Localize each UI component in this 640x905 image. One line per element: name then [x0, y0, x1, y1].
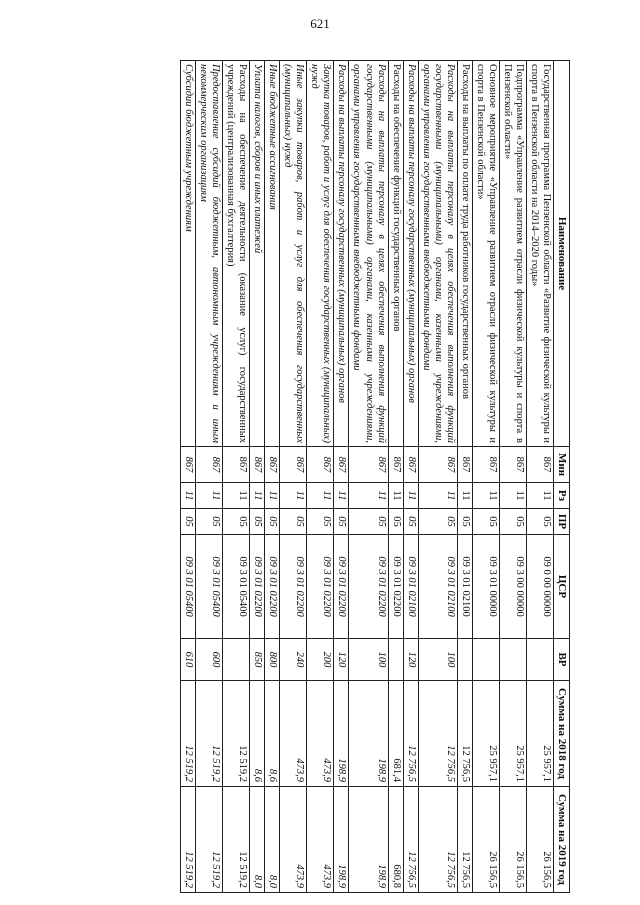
- cell-sum-2018: 25 957,1: [500, 681, 527, 787]
- table-row: [388, 61, 403, 893]
- cell-vr: 120: [334, 639, 349, 681]
- header-name: Наименование: [554, 61, 570, 447]
- cell-rz: 11: [472, 483, 499, 509]
- cell-csr: 09 3 01 02100: [403, 535, 418, 639]
- cell-vr: 120: [403, 639, 418, 681]
- cell-csr: 09 3 01 02200: [349, 535, 388, 639]
- cell-min: 867: [500, 447, 527, 483]
- cell-rz: 11: [265, 483, 280, 509]
- cell-min: 867: [180, 447, 195, 483]
- cell-sum-2019: 12 519,2: [180, 787, 195, 893]
- cell-name: Субсидии бюджетным учреждениям: [180, 61, 195, 447]
- page-number: 621: [310, 16, 330, 31]
- cell-csr: 09 3 01 02200: [265, 535, 280, 639]
- cell-vr: [500, 639, 527, 681]
- cell-sum-2018: 12 756,5: [403, 681, 418, 787]
- cell-sum-2018: 198,9: [349, 681, 388, 787]
- cell-pr: 05: [457, 509, 472, 535]
- cell-pr: 05: [472, 509, 499, 535]
- cell-sum-2018: 12 519,2: [222, 681, 249, 787]
- cell-rz: 11: [500, 483, 527, 509]
- table-row: [349, 61, 388, 893]
- cell-sum-2018: 12 519,2: [180, 681, 195, 787]
- cell-pr: 05: [418, 509, 457, 535]
- cell-pr: 05: [222, 509, 249, 535]
- cell-vr: [388, 639, 403, 681]
- cell-csr: 09 3 01 02200: [249, 535, 264, 639]
- cell-pr: 05: [334, 509, 349, 535]
- cell-sum-2018: 8,6: [249, 681, 264, 787]
- cell-csr: 09 3 01 02100: [418, 535, 457, 639]
- cell-name: Расходы на выплаты персоналу в целях обеспечения выполнения функций государственными (муниципальными) органами, казенными учреждениями, органами управления государственными внебюджетными фондами: [418, 61, 457, 447]
- cell-sum-2019: 473,9: [307, 787, 334, 893]
- cell-csr: 09 0 00 00000: [527, 535, 554, 639]
- header-min: Мин: [554, 447, 570, 483]
- cell-min: 867: [222, 447, 249, 483]
- cell-rz: 11: [457, 483, 472, 509]
- cell-vr: 240: [280, 639, 307, 681]
- cell-name: Предоставление субсидий бюджетным, автономным учреждениям и иным некоммерческим организациям: [195, 61, 222, 447]
- cell-name: Расходы на выплаты персоналу в целях обеспечения выполнения функций государственными (муниципальными) органами, казенными учреждениями, органами управления государственными внебюджетными фондами: [349, 61, 388, 447]
- header-vr: ВР: [554, 639, 570, 681]
- cell-rz: 11: [334, 483, 349, 509]
- cell-sum-2019: 198,9: [349, 787, 388, 893]
- cell-min: 867: [265, 447, 280, 483]
- table-row: [249, 61, 264, 893]
- cell-rz: 11: [388, 483, 403, 509]
- cell-name: Расходы на выплаты персоналу государственных (муниципальных) органов: [403, 61, 418, 447]
- cell-vr: 600: [195, 639, 222, 681]
- cell-sum-2018: 8,6: [265, 681, 280, 787]
- cell-rz: 11: [180, 483, 195, 509]
- cell-min: 867: [388, 447, 403, 483]
- cell-min: 867: [334, 447, 349, 483]
- cell-sum-2018: 25 957,1: [527, 681, 554, 787]
- cell-csr: 09 3 01 05400: [195, 535, 222, 639]
- cell-name: Расходы на обеспечение функций государственных органов: [388, 61, 403, 447]
- cell-rz: 11: [307, 483, 334, 509]
- cell-name: Основное мероприятие «Управление развитием отрасли физической культуры и спорта в Пензенской области»: [472, 61, 499, 447]
- cell-min: 867: [280, 447, 307, 483]
- cell-name: Расходы на обеспечение деятельности (оказание услуг) государственных учреждений (централизованная бухгалтерия): [222, 61, 249, 447]
- cell-sum-2019: 26 156,5: [472, 787, 499, 893]
- table-row: [222, 61, 249, 893]
- cell-rz: 11: [222, 483, 249, 509]
- cell-csr: 09 3 01 02200: [388, 535, 403, 639]
- cell-vr: 610: [180, 639, 195, 681]
- cell-name: Уплата налогов, сборов и иных платежей: [249, 61, 264, 447]
- header-sum-2018: Сумма на 2018 год: [554, 681, 570, 787]
- cell-min: 867: [307, 447, 334, 483]
- cell-name: Закупка товаров, работ и услуг для обеспечения государственных (муниципальных) нужд: [307, 61, 334, 447]
- cell-name: Расходы на выплаты персоналу государственных (муниципальных) органов: [334, 61, 349, 447]
- cell-sum-2019: 12 756,5: [457, 787, 472, 893]
- cell-min: 867: [349, 447, 388, 483]
- cell-pr: 05: [280, 509, 307, 535]
- cell-name: Расходы на выплаты по оплате труда работников государственных органов: [457, 61, 472, 447]
- cell-sum-2019: 26 156,5: [527, 787, 554, 893]
- table-row: [195, 61, 222, 893]
- cell-csr: 09 3 01 00000: [472, 535, 499, 639]
- header-csr: ЦСР: [554, 535, 570, 639]
- table-row: [418, 61, 457, 893]
- cell-rz: 11: [527, 483, 554, 509]
- cell-pr: 05: [195, 509, 222, 535]
- cell-min: 867: [527, 447, 554, 483]
- cell-sum-2019: 12 519,2: [222, 787, 249, 893]
- cell-min: 867: [472, 447, 499, 483]
- table-row: [457, 61, 472, 893]
- cell-csr: 09 3 01 02100: [457, 535, 472, 639]
- cell-min: 867: [195, 447, 222, 483]
- cell-name: Подпрограмма «Управление развитием отрасли физической культуры и спорта в Пензенской области»: [500, 61, 527, 447]
- cell-vr: [527, 639, 554, 681]
- cell-vr: [222, 639, 249, 681]
- cell-rz: 11: [280, 483, 307, 509]
- cell-csr: 09 3 01 02200: [334, 535, 349, 639]
- cell-csr: 09 3 01 05400: [180, 535, 195, 639]
- cell-sum-2018: 12 756,5: [457, 681, 472, 787]
- cell-sum-2018: 25 957,1: [472, 681, 499, 787]
- cell-rz: 11: [249, 483, 264, 509]
- cell-vr: 850: [249, 639, 264, 681]
- cell-sum-2019: 12 756,5: [418, 787, 457, 893]
- cell-sum-2018: 12 519,2: [195, 681, 222, 787]
- table-row: [265, 61, 280, 893]
- cell-csr: 09 3 01 02200: [280, 535, 307, 639]
- table-row: [307, 61, 334, 893]
- cell-sum-2019: 12 756,5: [403, 787, 418, 893]
- cell-sum-2019: 8,0: [265, 787, 280, 893]
- cell-sum-2019: 198,9: [334, 787, 349, 893]
- cell-sum-2018: 198,9: [334, 681, 349, 787]
- cell-vr: [472, 639, 499, 681]
- table-row: [403, 61, 418, 893]
- table-row: [334, 61, 349, 893]
- cell-vr: 100: [349, 639, 388, 681]
- cell-sum-2019: 680,8: [388, 787, 403, 893]
- table-row: [180, 61, 195, 893]
- cell-sum-2019: 8,0: [249, 787, 264, 893]
- cell-pr: 05: [500, 509, 527, 535]
- header-pr: ПР: [554, 509, 570, 535]
- cell-rz: 11: [349, 483, 388, 509]
- cell-pr: 05: [249, 509, 264, 535]
- cell-pr: 05: [307, 509, 334, 535]
- cell-pr: 05: [388, 509, 403, 535]
- cell-sum-2018: 681,4: [388, 681, 403, 787]
- table-row: [500, 61, 527, 893]
- cell-rz: 11: [403, 483, 418, 509]
- cell-name: Иные бюджетные ассигнования: [265, 61, 280, 447]
- cell-sum-2018: 473,9: [280, 681, 307, 787]
- table-row: [527, 61, 554, 893]
- cell-sum-2018: 473,9: [307, 681, 334, 787]
- cell-rz: 11: [418, 483, 457, 509]
- cell-min: 867: [457, 447, 472, 483]
- cell-vr: 800: [265, 639, 280, 681]
- header-sum-2019: Сумма на 2019 год: [554, 787, 570, 893]
- cell-csr: 09 3 01 05400: [222, 535, 249, 639]
- cell-sum-2019: 473,9: [280, 787, 307, 893]
- cell-sum-2019: 12 519,2: [195, 787, 222, 893]
- cell-vr: 200: [307, 639, 334, 681]
- cell-vr: 100: [418, 639, 457, 681]
- cell-csr: 09 3 01 02200: [307, 535, 334, 639]
- cell-name: Иные закупки товаров, работ и услуг для обеспечения государственных (муниципальных) нужд: [280, 61, 307, 447]
- cell-min: 867: [403, 447, 418, 483]
- cell-sum-2019: 26 156,5: [500, 787, 527, 893]
- cell-pr: 05: [349, 509, 388, 535]
- table-row: [280, 61, 307, 893]
- cell-min: 867: [249, 447, 264, 483]
- cell-sum-2018: 12 756,5: [418, 681, 457, 787]
- cell-name: Государственная программа Пензенской области «Развитие физической культуры и спорта в Пензенской области на 2014–2020 годы»: [527, 61, 554, 447]
- rotated-budget-table: [64, 60, 570, 892]
- table-body: [180, 61, 554, 893]
- cell-csr: 09 3 00 00000: [500, 535, 527, 639]
- cell-pr: 05: [527, 509, 554, 535]
- header-rz: Рз: [554, 483, 570, 509]
- table-row: [472, 61, 499, 893]
- cell-pr: 05: [403, 509, 418, 535]
- cell-rz: 11: [195, 483, 222, 509]
- cell-min: 867: [418, 447, 457, 483]
- cell-pr: 05: [180, 509, 195, 535]
- cell-pr: 05: [265, 509, 280, 535]
- cell-vr: [457, 639, 472, 681]
- budget-table: [180, 60, 570, 893]
- table-header-row: [554, 61, 570, 893]
